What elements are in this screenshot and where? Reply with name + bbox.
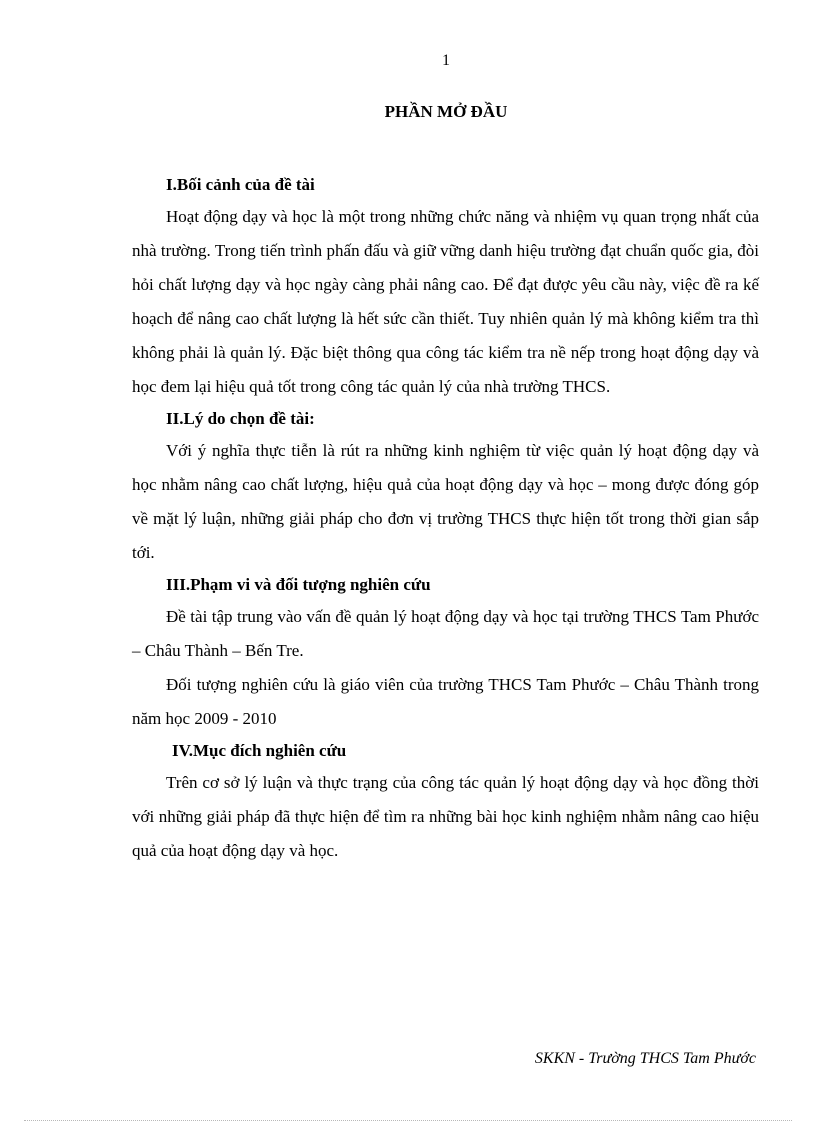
paragraph-reason: Với ý nghĩa thực tiễn là rút ra những kinh nghiệm từ việc quản lý hoạt động dạy và học nhằm nâng cao chất lượng, hiệu quả của hoạt động dạy và học – mong được đóng góp về mặt lý luận, những giải pháp cho đơn vị trường THCS thực hiện tốt trong thời gian sắp tới. <box>132 441 759 562</box>
section-heading-context: I.Bối cảnh của đề tài <box>166 175 315 194</box>
paragraph-scope: Đề tài tập trung vào vấn đề quản lý hoạt động dạy và học tại trường THCS Tam Phước – Châu Thành – Bến Tre. <box>132 607 759 660</box>
page-title: PHẦN MỞ ĐẦU <box>384 102 508 121</box>
section-heading-reason: II.Lý do chọn đề tài: <box>166 409 315 428</box>
page-footer: SKKN - Trường THCS Tam Phước <box>534 1050 756 1067</box>
paragraph-purpose: Trên cơ sở lý luận và thực trạng của công tác quản lý hoạt động dạy và học đồng thời với những giải pháp đã thực hiện để tìm ra những bài học kinh nghiệm nhằm nâng cao hiệu quả của hoạt động dạy và học. <box>132 773 759 860</box>
paragraph-context: Hoạt động dạy và học là một trong những chức năng và nhiệm vụ quan trọng nhất của nhà trường. Trong tiến trình phấn đấu và giữ vững danh hiệu trường đạt chuẩn quốc gia, đòi hỏi chất lượng dạy và học ngày càng phải nâng cao. Để đạt được yêu cầu này, việc đề ra kế hoạch để nâng cao chất lượng là hết sức cần thiết. Tuy nhiên quản lý mà không kiểm tra thì không phải là quản lý. Đặc biệt thông qua công tác kiểm tra nề nếp trong hoạt động dạy và học đem lại hiệu quả tốt trong công tác quản lý của nhà trường THCS. <box>132 207 759 396</box>
section-heading-purpose: IV.Mục đích nghiên cứu <box>172 741 347 760</box>
page-number: 1 <box>442 52 450 69</box>
document-body <box>132 170 759 868</box>
paragraph-subjects: Đối tượng nghiên cứu là giáo viên của trường THCS Tam Phước – Châu Thành trong năm học 2009 - 2010 <box>132 675 759 728</box>
section-heading-scope: III.Phạm vi và đối tượng nghiên cứu <box>166 575 431 594</box>
footer-divider <box>24 1120 792 1121</box>
